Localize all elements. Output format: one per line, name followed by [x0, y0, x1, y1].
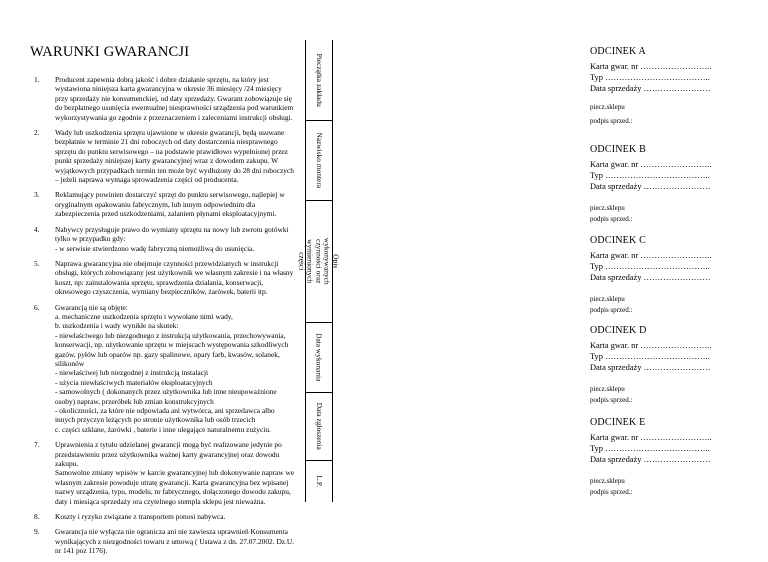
- coupon-seller-signature: podpis sprzed.:: [590, 396, 633, 404]
- term-text: Producent zapewnia dobrą jakość i dobre działanie sprzętu, na który jest wystawiona niniejsza karta gwarancyjna w okresie 36 miesięcy /24 miesięcy przy sprzedaży nie konsumenckiej, od daty sprzedaży. Gwarant zobowiązuje się do bezpłatnego usunięcia ewentualnej niesprawności urządzenia pod warunkiem wykorzystywania go zgodnie z przeznaczeniem i zaleceniami instrukcji obsługi.: [55, 75, 294, 122]
- term-item: [34, 259, 296, 297]
- term-item: [34, 128, 296, 184]
- coupon-shop-stamp: piecz.sklepu: [590, 385, 625, 393]
- coupon-c: [590, 235, 760, 316]
- term-text: Nabywcy przysługuje prawo do wymiany sprzętu na nowy lub zwrotu gotówki tylko w przypadku gdy: - w serwisie stwierdzono wadę fabryczną niemożliwą do usunięcia.: [55, 224, 289, 253]
- term-text: Naprawa gwarancyjna nie obejmuje czynności przewidzianych w instrukcji obsługi, których zobowiązany jest użytkownik we własnym zakresie i na własny koszt, np: zainstalowania sprzętu, sprawdzenia działania, konserwacji, okresowego czyszczenia, wymiany bezpieczników, żarówek, baterii itp.: [55, 258, 294, 297]
- term-text: Uprawnienia z tytułu udzielanej gwarancji mogą być realizowane jedynie po przedstawieniu przez użytkownika ważnej karty gwarancyjnej oraz dowodu zakupu. Samowolne zmiany wpisów w karcie gwarancyjnej lub dokonywanie napraw we własnym zakresie powoduje utratę gwarancji. Karta gwarancyjna bez wpisanej nazwy urządzenia, typu, modelu, nr fabrycznego, dołączonego dowodu zakupu, daty i miesiąca sprzedaży ora czytelnego stempla sklepu jest nieważna.: [55, 440, 295, 506]
- term-number: 2.: [34, 128, 40, 138]
- term-item: [34, 512, 296, 521]
- term-text: Koszty i ryzyko związane z transportem ponosi nabywca.: [55, 512, 226, 522]
- term-item: [34, 527, 296, 555]
- term-number: 9.: [34, 527, 40, 537]
- coupon-seller-signature: podpis sprzed.:: [590, 306, 633, 314]
- term-item: [34, 75, 296, 122]
- coupon-shop-stamp: piecz.sklepu: [590, 204, 625, 212]
- coupon-type: Typ ………………………………..: [590, 444, 710, 453]
- coupon-shop-stamp: piecz.sklepu: [590, 477, 625, 485]
- coupon-sale-date: Data sprzedaży ……………………: [590, 363, 711, 372]
- term-text: Reklamujący powinien dostarczyć sprzęt do punktu serwisowego, najlepiej w oryginalnym opakowaniu fabrycznym, lub innym odpowiednim dla zabezpieczenia przed uszkodzeniami, zalaniem płynami eksploatacyjnymi.: [55, 190, 285, 219]
- column-label-number: L.P.: [314, 475, 324, 487]
- column-label-completion-date: Data wykonania: [314, 332, 324, 382]
- coupon-header: ODCINEK C: [590, 235, 646, 246]
- coupon-sale-date: Data sprzedaży ……………………: [590, 182, 711, 191]
- coupon-header: ODCINEK A: [590, 46, 646, 57]
- term-item: [34, 303, 296, 435]
- term-number: 1.: [34, 75, 40, 84]
- term-text: Gwarancją nie są objęte: a. mechaniczne uszkodzenia sprzętu i wywołane nimi wady, b. uszkodzenia i wady wynikłe na skutek: - niewłaściwego lub niezgodnego z instrukcją użytkowania, przechowywania, konserwacji, np. użytkowanie sprzętu w miejscach występowania szkodliwych gazów, pyłów lub oparów np. gazy spalinowe, opary farb, kwasów, solanek, silikonów - niewłaściwej lub niezgodnej z instrukcją instalacji - użycia niewłaściwych materiałów eksploatacyjnych - samowolnych ( dokonanych przez użytkownika lub inne nieupoważnione osoby) napraw, przeróbek lub zmian konstrukcyjnych - okoliczności, za które nie odpowiada ani wytwórca, ani sprzedawca albo innych przyczyn leżących po stronie użytkownika lub osób trzecich c. części szklane, żarówki , baterie i inne ulegające naturalnemu zużyciu.: [55, 302, 289, 434]
- coupon-shop-stamp: piecz.sklepu: [590, 103, 625, 111]
- coupon-seller-signature: podpis sprzed.:: [590, 117, 633, 125]
- coupon-b: [590, 144, 760, 225]
- column-label-technician-name: Nazwisko montera: [314, 132, 324, 188]
- term-number: 5.: [34, 258, 40, 268]
- coupon-shop-stamp: piecz.sklepu: [590, 295, 625, 303]
- coupon-e: [590, 417, 760, 498]
- term-number: 3.: [34, 190, 40, 200]
- coupon-seller-signature: podpis sprzed.:: [590, 488, 633, 496]
- coupon-seller-signature: podpis sprzed.:: [590, 215, 633, 223]
- coupon-card-number: Karta gwar. nr ……………………..: [590, 433, 712, 442]
- term-item: [34, 225, 296, 253]
- coupon-sale-date: Data sprzedaży ……………………: [590, 455, 711, 464]
- coupon-type: Typ ………………………………..: [590, 171, 710, 180]
- term-number: 8.: [34, 512, 40, 522]
- coupon-d: [590, 325, 760, 406]
- term-number: 7.: [34, 440, 40, 450]
- warranty-terms-list: [34, 75, 296, 562]
- term-item: [34, 190, 296, 218]
- coupon-type: Typ ………………………………..: [590, 352, 710, 361]
- coupon-card-number: Karta gwar. nr ……………………..: [590, 341, 712, 350]
- term-number: 4.: [34, 224, 40, 234]
- coupon-sale-date: Data sprzedaży ……………………: [590, 273, 711, 282]
- column-label-report-date: Data zgłoszenia: [314, 402, 324, 450]
- term-text: Wady lub uszkodzenia sprzętu ujawnione w okresie gwarancji, będą usuwane bezpłatnie w terminie 21 dni roboczych od daty dostarczenia niesprawnego sprzętu do punktu serwisowego – na podstawie prawidłowo wypełnionej przez punkt sprzedaży niniejszej karty gwarancyjnej wraz z dowodem zakupu. W wyjątkowych przypadkach termin ten może być wydłużony do 28 dni roboczych – jeżeli naprawa wymaga sprowadzenia części od producenta.: [55, 128, 294, 185]
- term-item: [34, 440, 296, 506]
- term-number: 6.: [34, 302, 40, 312]
- coupon-header: ODCINEK E: [590, 417, 646, 428]
- coupon-card-number: Karta gwar. nr ……………………..: [590, 160, 712, 169]
- coupon-a: [590, 46, 760, 127]
- coupon-sale-date: Data sprzedaży ……………………: [590, 84, 711, 93]
- coupon-card-number: Karta gwar. nr ……………………..: [590, 251, 712, 260]
- coupon-type: Typ ………………………………..: [590, 73, 710, 82]
- coupon-card-number: Karta gwar. nr ……………………..: [590, 62, 712, 71]
- coupon-header: ODCINEK D: [590, 325, 647, 336]
- document-title: WARUNKI GWARANCJI: [30, 44, 190, 60]
- coupon-type: Typ ………………………………..: [590, 262, 710, 271]
- column-label-company-stamp: Pieczątka zakładu: [314, 53, 324, 107]
- column-label-work-description: Opis wykonywanych czynności oraz wymienionych części: [297, 237, 341, 285]
- term-text: Gwarancja nie wyłącza nie ogranicza ani nie zawiesza uprawnień Konsumenta wynikających z niezgodności towaru z umową ( Ustawa z dn. 27.07.2002. Dz.U. nr 141 poz 1176).: [55, 527, 295, 556]
- coupon-header: ODCINEK B: [590, 144, 646, 155]
